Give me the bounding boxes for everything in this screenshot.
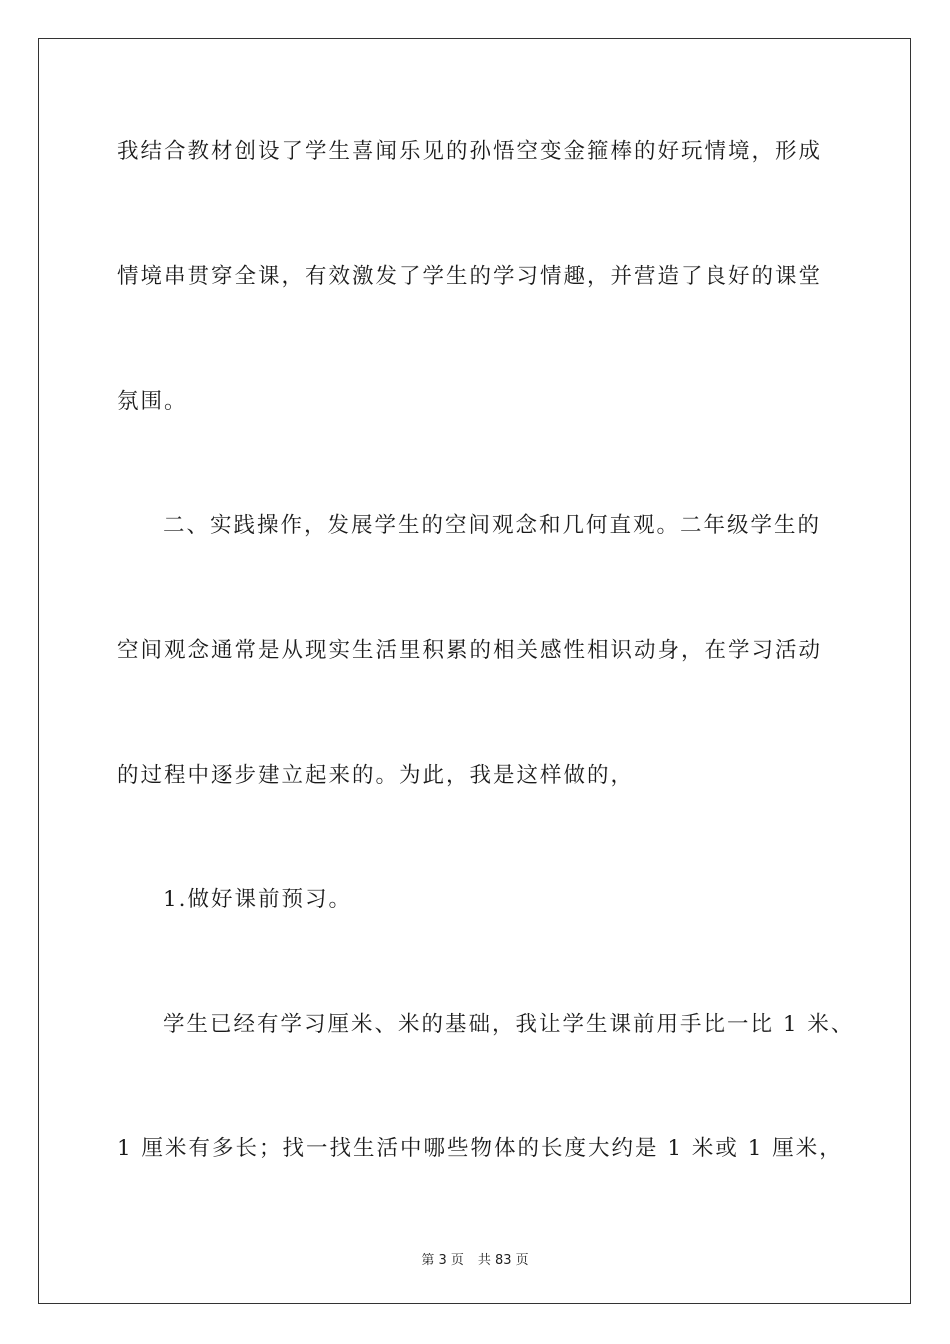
text-line-7: 1.做好课前预习。 — [163, 887, 353, 912]
page-number: 第 3 页 — [421, 1253, 464, 1268]
text-line-3: 氛围。 — [117, 389, 188, 414]
text-line-4: 二、实践操作，发展学生的空间观念和几何直观。二年级学生的 — [163, 513, 822, 538]
text-line-2: 情境串贯穿全课，有效激发了学生的学习情趣，并营造了良好的课堂 — [117, 264, 823, 289]
page-frame — [38, 38, 911, 1304]
page-footer — [0, 1249, 950, 1268]
text-line-6: 的过程中逐步建立起来的。为此，我是这样做的， — [117, 763, 635, 788]
text-line-1: 我结合教材创设了学生喜闻乐见的孙悟空变金箍棒的好玩情境，形成 — [117, 139, 823, 164]
page-total: 共 83 页 — [477, 1253, 529, 1268]
text-line-8: 学生已经有学习厘米、米的基础，我让学生课前用手比一比 1 米、 — [163, 1012, 855, 1037]
text-line-9: 1 厘米有多长；找一找生活中哪些物体的长度大约是 1 米或 1 厘米， — [117, 1136, 843, 1161]
text-line-5: 空间观念通常是从现实生活里积累的相关感性相识动身，在学习活动 — [117, 638, 823, 663]
